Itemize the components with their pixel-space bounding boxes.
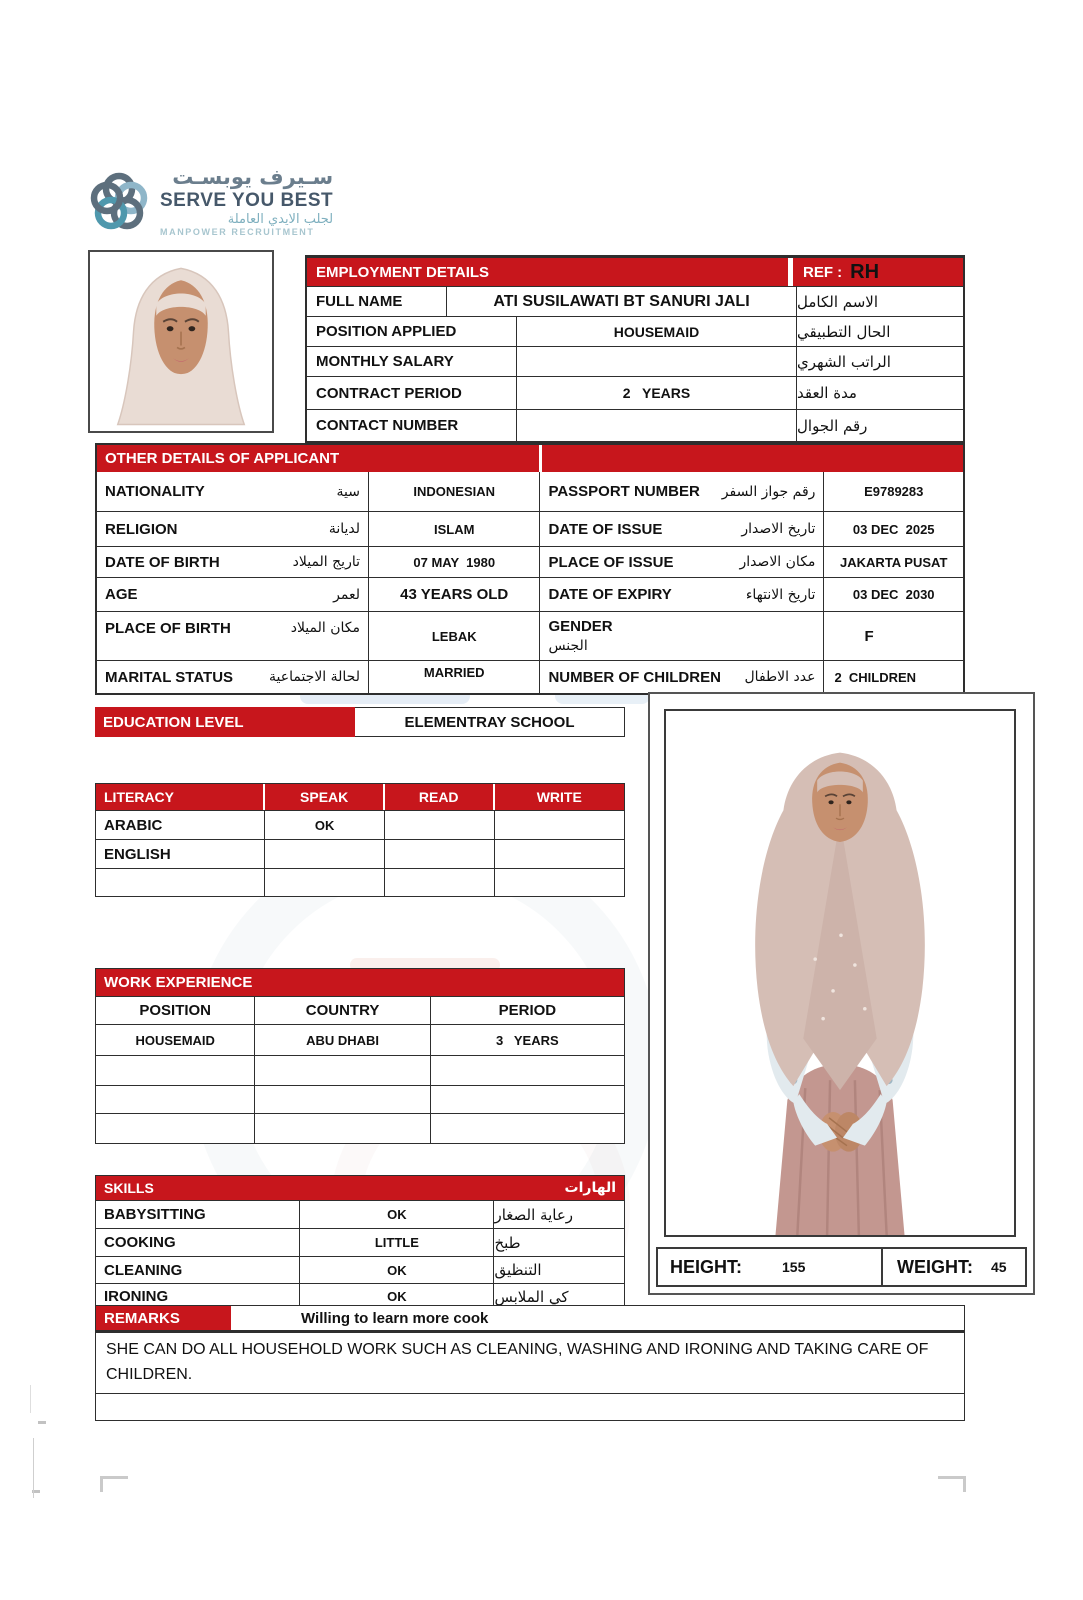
field-value: 2 CHILDREN: [834, 669, 917, 685]
row-marital-status: [97, 660, 539, 693]
field-label: CONTRACT PERIOD: [307, 377, 517, 409]
field-label: PASSPORT NUMBER: [548, 483, 700, 500]
field-label: FULL NAME: [307, 287, 447, 316]
field-label-arabic: سية: [336, 483, 360, 500]
field-value: LEBAK: [431, 628, 477, 644]
period-value: [431, 1056, 624, 1085]
row-place-of-issue: [540, 546, 963, 577]
remarks-body: SHE CAN DO ALL HOUSEHOLD WORK SUCH AS CLEANING, WASHING AND IRONING AND TAKING CARE OF CHILDREN.: [95, 1331, 965, 1394]
period-value: [431, 1114, 624, 1143]
field-label-arabic: الجنس: [548, 637, 588, 654]
logo-tagline-english: MANPOWER RECRUITMENT: [160, 227, 315, 238]
speak-value: [265, 840, 385, 868]
field-value: 03 DEC 2025: [852, 521, 935, 537]
country-value: ABU DHABI: [255, 1025, 430, 1055]
field-label: NUMBER OF CHILDREN: [548, 668, 721, 686]
field-label-arabic: لعمر: [333, 586, 360, 603]
other-details-title: OTHER DETAILS OF APPLICANT: [97, 445, 542, 472]
field-value: HOUSEMAID: [517, 317, 797, 346]
employment-row-contact: [307, 409, 963, 441]
row-date-of-expiry: [540, 577, 963, 611]
field-label: AGE: [105, 586, 138, 603]
row-date-of-birth: [97, 546, 539, 577]
other-details-left-column: [97, 472, 539, 693]
literacy-table: [95, 783, 625, 897]
field-label: DATE OF ISSUE: [548, 520, 663, 538]
write-value: [495, 811, 625, 839]
field-label-arabic: تاريخ الانتهاء: [745, 586, 816, 603]
column-header: READ: [385, 784, 495, 810]
row-passport-number: [540, 472, 963, 511]
weight-label: WEIGHT:: [897, 1256, 973, 1277]
skill-label-arabic: التنظيق: [494, 1261, 542, 1279]
country-value: [255, 1114, 430, 1143]
speak-value: OK: [265, 811, 385, 839]
skill-row-cleaning: [96, 1256, 624, 1283]
skill-label: BABYSITTING: [96, 1201, 300, 1228]
field-value: 07 MAY 1980: [413, 554, 496, 570]
field-value: F: [864, 627, 874, 645]
skill-value: LITTLE: [300, 1229, 494, 1256]
other-details-table: [95, 443, 965, 695]
field-label-arabic: عدد الاطفال: [744, 669, 816, 685]
field-label-arabic: مكان الميلاد: [290, 620, 360, 636]
applicant-fullbody-photo-box: [648, 692, 1035, 1295]
read-value: [385, 840, 495, 868]
other-details-right-column: [539, 472, 963, 693]
ref-value: RH: [850, 260, 880, 283]
work-experience-row: [96, 1055, 624, 1085]
field-label-arabic: لحالة الاجتماعية: [269, 669, 360, 685]
employment-row-contract: [307, 376, 963, 409]
column-header: LITERACY: [96, 784, 265, 810]
skill-row-babysitting: [96, 1200, 624, 1228]
agency-logo: [88, 166, 333, 237]
field-label: DATE OF BIRTH: [105, 553, 220, 571]
field-label-arabic: تاريج الميلاد: [292, 554, 360, 570]
field-label: POSITION APPLIED: [307, 317, 517, 346]
field-label-arabic: مدة العقد: [797, 384, 857, 402]
portrait-illustration: [94, 256, 268, 427]
language-label: ARABIC: [96, 811, 265, 839]
field-value: MARRIED: [423, 665, 485, 680]
education-value: ELEMENTRAY SCHOOL: [355, 707, 625, 737]
row-number-of-children: [540, 660, 963, 693]
height-label: HEIGHT:: [670, 1256, 742, 1277]
logo-brand-arabic: سـيرف يوبسـت: [172, 165, 334, 189]
employment-row-salary: [307, 346, 963, 376]
field-value: 03 DEC 2030: [852, 587, 935, 602]
work-experience-row: [96, 1085, 624, 1113]
field-label: MARITAL STATUS: [105, 668, 234, 686]
position-value: HOUSEMAID: [96, 1025, 255, 1055]
field-label-arabic: رقم جواز السفر: [721, 483, 816, 500]
skill-value: OK: [300, 1257, 494, 1283]
employment-details-table: [305, 255, 965, 443]
applicant-fullbody-photo: [664, 709, 1016, 1237]
field-label-arabic: الراتب الشهري: [797, 352, 891, 371]
field-value: 2 YEARS: [517, 377, 797, 409]
fullbody-illustration: [666, 711, 1014, 1235]
employment-row-position: [307, 316, 963, 346]
field-value: ISLAM: [433, 521, 475, 537]
employment-header: [307, 258, 963, 286]
literacy-row-arabic: [96, 810, 624, 839]
period-value: [431, 1086, 624, 1113]
field-label: DATE OF EXPIRY: [548, 586, 672, 603]
work-experience-title: WORK EXPERIENCE: [96, 969, 624, 996]
column-header: COUNTRY: [255, 997, 430, 1024]
field-value: [517, 410, 797, 441]
height-cell: [658, 1249, 883, 1285]
skills-header: [96, 1176, 624, 1200]
column-header: PERIOD: [498, 1002, 557, 1019]
row-religion: [97, 511, 539, 546]
row-gender: [540, 611, 963, 660]
field-label-arabic: تاريخ الاصدار: [741, 521, 816, 537]
employment-row-full-name: [307, 286, 963, 316]
position-value: [96, 1086, 255, 1113]
applicant-portrait-photo: [88, 250, 274, 433]
literacy-row-empty: [96, 868, 624, 896]
literacy-row-english: [96, 839, 624, 868]
field-label-arabic: الاسم الكامل: [797, 292, 879, 311]
field-value: [517, 347, 797, 376]
crop-corner-left: [100, 1476, 128, 1492]
skill-row-cooking: [96, 1228, 624, 1256]
work-experience-row: [96, 1113, 624, 1143]
row-age: [97, 577, 539, 611]
row-date-of-issue: [540, 511, 963, 546]
education-label: EDUCATION LEVEL: [95, 707, 355, 737]
field-label-arabic: مكان الاصدار: [739, 554, 816, 570]
field-label: RELIGION: [105, 520, 178, 538]
read-value: [385, 869, 495, 896]
column-header: WRITE: [536, 789, 582, 805]
scan-artifact-dash: [38, 1421, 46, 1424]
field-value: ATI SUSILAWATI BT SANURI JALI: [447, 287, 797, 316]
measurements-row: [656, 1247, 1027, 1287]
scan-artifact-dash: [32, 1490, 40, 1493]
work-experience-table: [95, 968, 625, 1144]
logo-tagline-arabic: لجلب الايدي العاملة: [227, 211, 334, 227]
write-value: [495, 840, 625, 868]
remarks-section: [95, 1305, 965, 1421]
skill-value: OK: [300, 1201, 494, 1228]
scan-artifact-line: [30, 1385, 31, 1413]
skill-label-arabic: كي الملابس: [494, 1287, 569, 1306]
field-value: E9789283: [864, 484, 924, 499]
field-label: MONTHLY SALARY: [307, 347, 517, 376]
ref-label: REF :: [803, 263, 843, 281]
speak-value: [265, 869, 385, 896]
write-value: [495, 869, 625, 896]
read-value: [385, 811, 495, 839]
position-value: [96, 1056, 255, 1085]
skill-label: IRONING: [96, 1284, 300, 1309]
skills-title: SKILLS: [104, 1180, 154, 1196]
column-header: POSITION: [96, 997, 255, 1024]
literacy-header-row: [96, 784, 624, 810]
field-label: GENDER: [548, 618, 613, 636]
language-label: [96, 869, 265, 896]
field-label: NATIONALITY: [105, 483, 205, 500]
height-value: 155: [782, 1259, 806, 1275]
field-label: PLACE OF ISSUE: [548, 553, 674, 571]
country-value: [255, 1056, 430, 1085]
skills-table: [95, 1175, 625, 1310]
remarks-title: REMARKS: [96, 1306, 231, 1330]
crop-corner-right: [938, 1476, 966, 1492]
other-details-header: [97, 445, 963, 472]
language-label: ENGLISH: [96, 840, 265, 868]
field-label-arabic: رقم الجوال: [797, 416, 868, 435]
row-nationality: [97, 472, 539, 511]
scan-artifact-line: [33, 1438, 34, 1498]
period-value: 3 YEARS: [496, 1032, 559, 1048]
education-level: [95, 707, 625, 737]
column-header: SPEAK: [265, 784, 385, 810]
work-experience-row: [96, 1024, 624, 1055]
weight-cell: [883, 1249, 1025, 1285]
remarks-empty-row: [95, 1394, 965, 1421]
field-label-arabic: الحال التطبيقي: [797, 322, 891, 341]
field-label-arabic: لديانة: [328, 521, 360, 537]
skill-label-arabic: رعاية الصغار: [494, 1205, 574, 1224]
weight-value: 45: [991, 1259, 1007, 1275]
position-value: [96, 1114, 255, 1143]
row-place-of-birth: [97, 611, 539, 660]
field-label: PLACE OF BIRTH: [105, 620, 231, 637]
skills-title-arabic: الهارات: [564, 1180, 616, 1196]
remarks-note: Willing to learn more cook: [301, 1309, 489, 1327]
skill-label-arabic: طبخ: [494, 1233, 521, 1252]
field-label: CONTACT NUMBER: [307, 410, 517, 441]
field-value: INDONESIAN: [413, 484, 496, 499]
ref-cell: [788, 258, 963, 286]
skill-label: COOKING: [96, 1229, 300, 1256]
work-experience-header-row: [96, 996, 624, 1024]
field-value: 43 YEARS OLD: [400, 586, 509, 603]
remarks-header: [95, 1305, 965, 1331]
employment-title: EMPLOYMENT DETAILS: [316, 263, 490, 281]
country-value: [255, 1086, 430, 1113]
skill-label: CLEANING: [96, 1257, 300, 1283]
logo-knot-icon: [88, 169, 150, 235]
logo-brand-english: SERVE YOU BEST: [160, 189, 334, 211]
field-value: JAKARTA PUSAT: [840, 554, 948, 570]
skill-value: OK: [300, 1284, 494, 1309]
